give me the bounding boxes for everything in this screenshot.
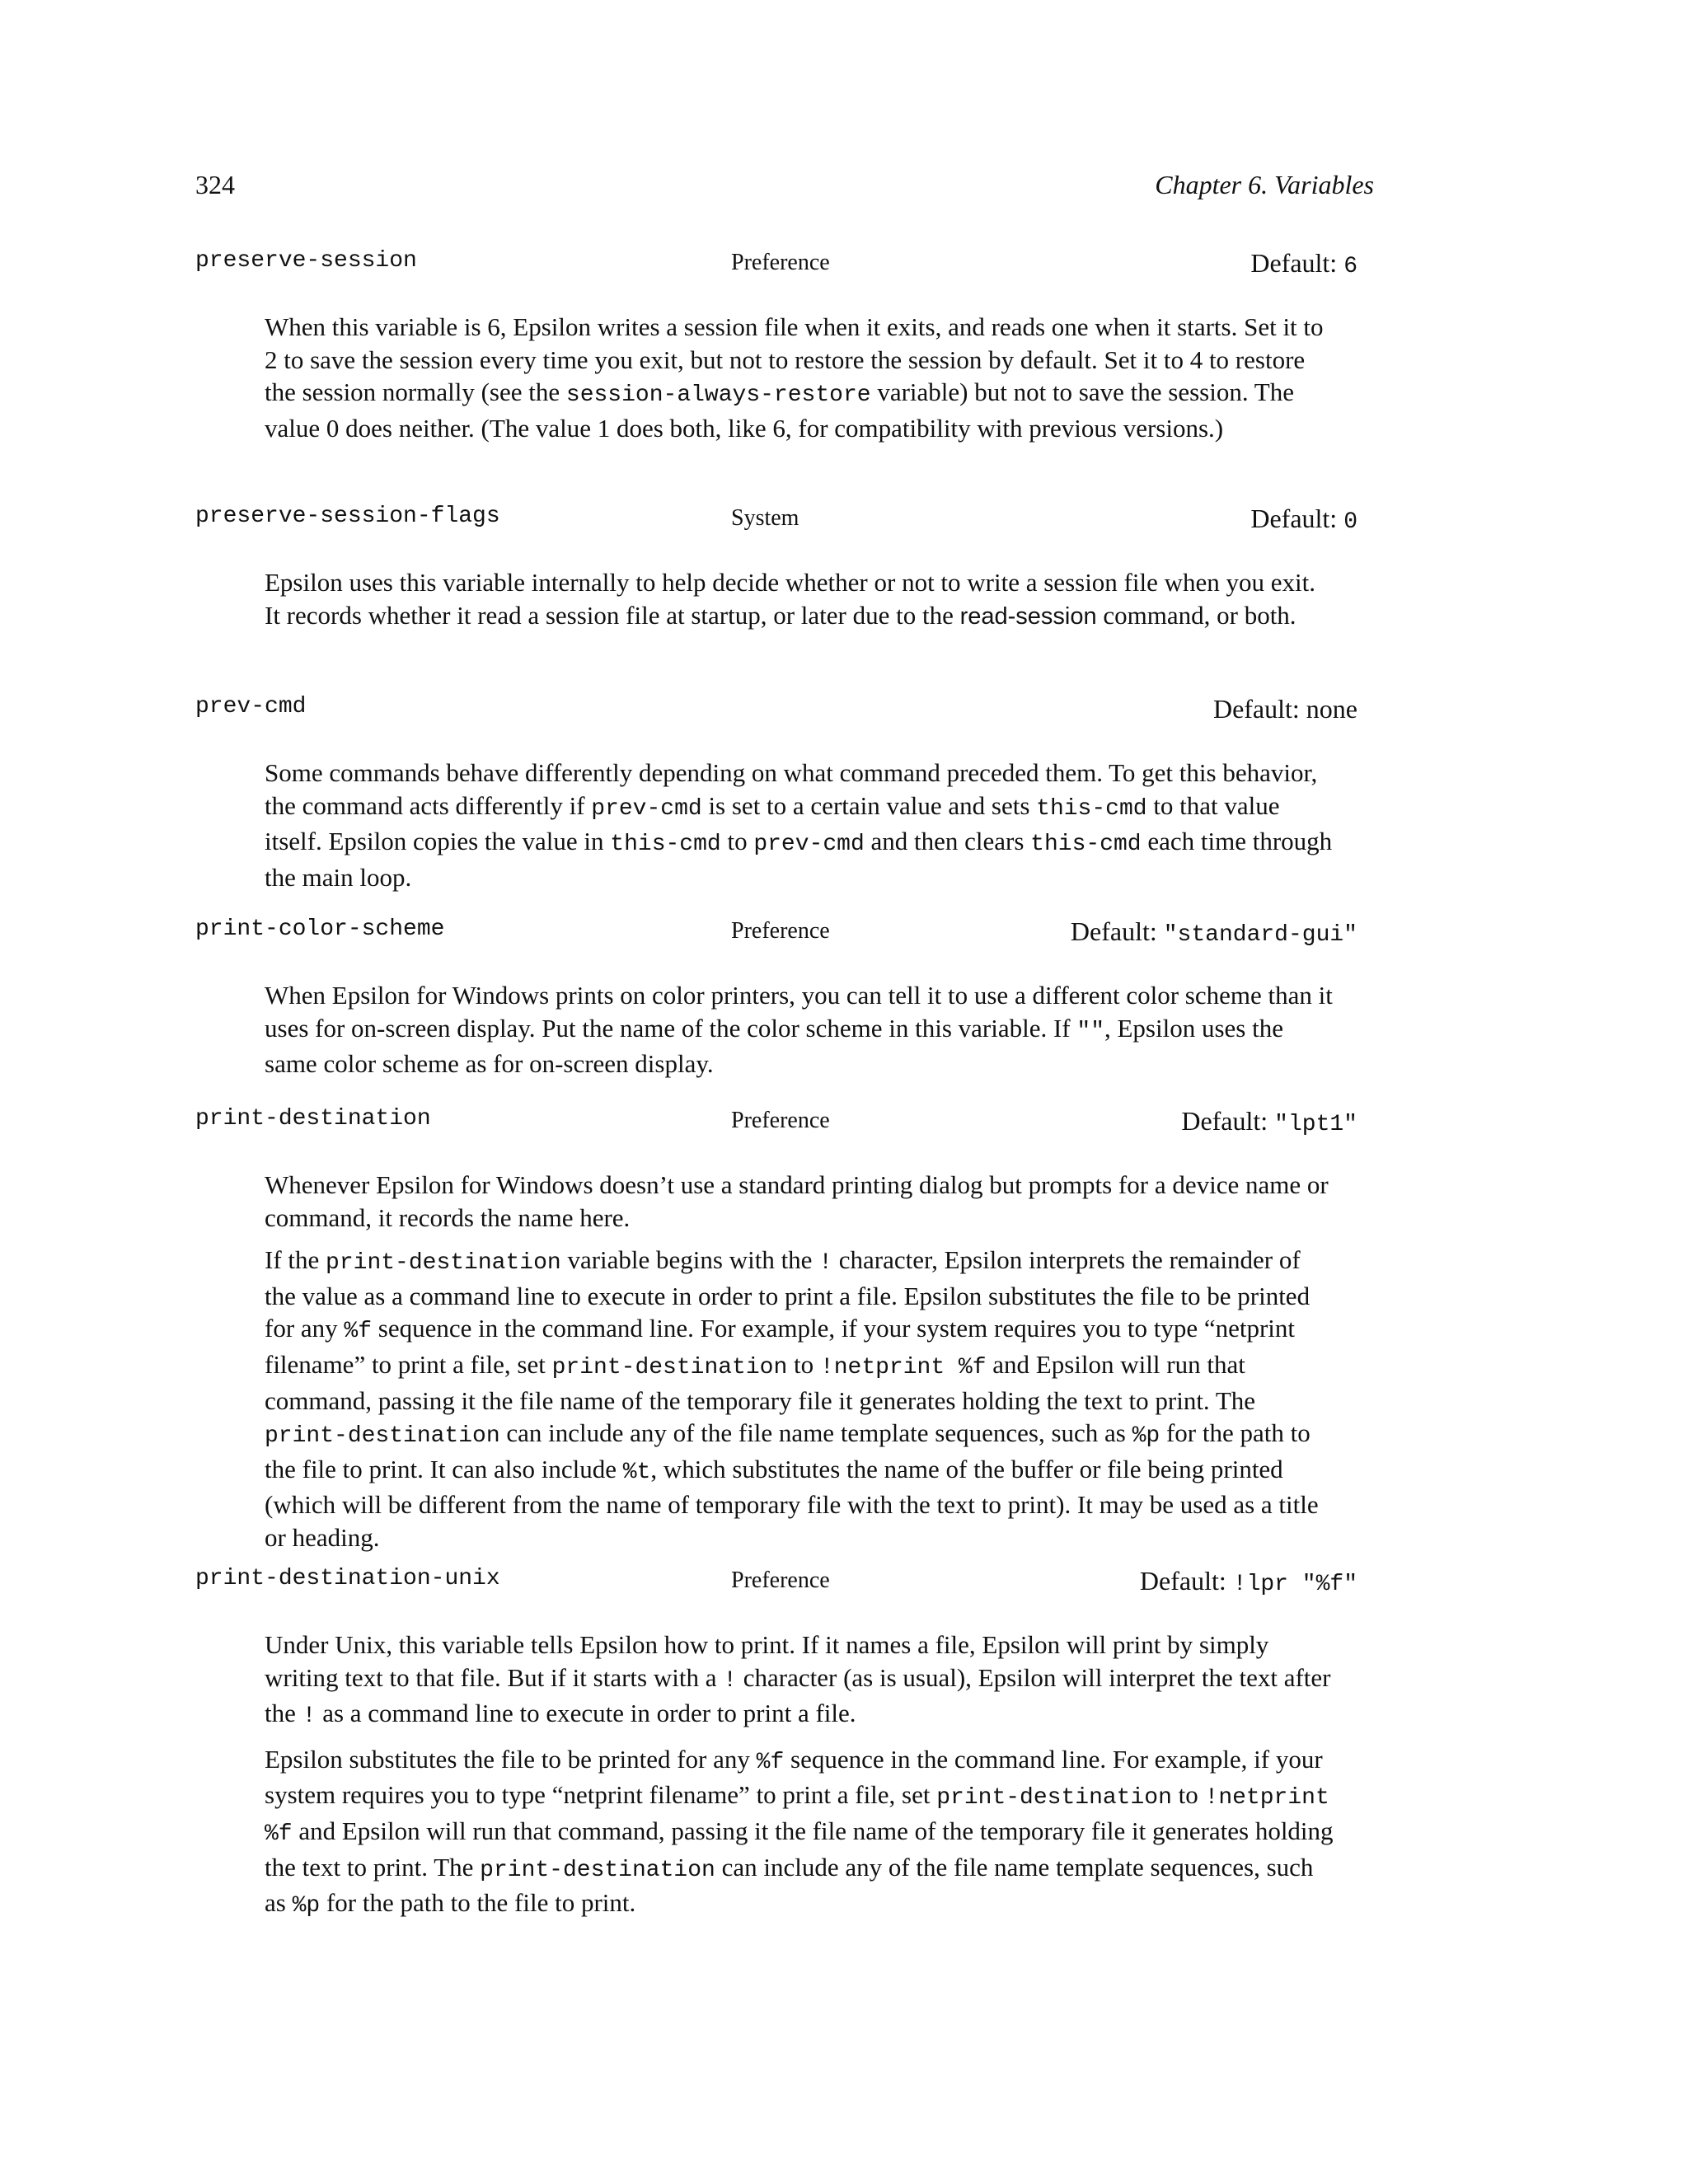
variable-name: preserve-session — [195, 248, 417, 274]
variable-name: prev-cmd — [195, 694, 307, 719]
body-text: each time through the main loop. — [265, 827, 1333, 892]
default-label: Default: — [1070, 916, 1157, 946]
body-text: Whenever Epsilon for Windows doesn’t use a standard printing dialog but prompts for a device name or command, it records the name here. — [265, 1170, 1329, 1232]
code-text: this-cmd — [1030, 832, 1142, 858]
description-paragraph — [265, 1244, 1336, 1554]
default-label: Default: — [1181, 1106, 1268, 1136]
entry-description — [265, 1629, 1336, 1923]
body-text: sequence in the command line. For example, if your system requires you to type “netprint filename” to print a file, set — [265, 1314, 1296, 1379]
command-name: read-session — [959, 602, 1097, 630]
entry-description — [265, 1169, 1336, 1554]
code-text: %t — [622, 1459, 651, 1485]
entry-description — [265, 979, 1336, 1080]
code-text: !netprint %f — [265, 1785, 1329, 1847]
code-text: !netprint %f — [819, 1354, 987, 1380]
code-text: print-destination — [265, 1423, 500, 1450]
body-text: to that value itself. Epsilon copies the value in — [265, 790, 1280, 856]
body-text: and Epsilon will run that command, passing it the file name of the temporary file it generates holding the text to print. The — [265, 1816, 1334, 1882]
code-text: ! — [723, 1667, 738, 1694]
default-value: 0 — [1343, 509, 1357, 535]
body-text: can include any of the file name template sequences, such as — [265, 1852, 1314, 1918]
description-paragraph — [265, 1743, 1336, 1923]
variable-default — [1181, 1106, 1357, 1137]
body-text: Epsilon substitutes the file to be printed for any — [265, 1744, 757, 1774]
entry-description — [265, 566, 1336, 633]
variable-entry-print-destination — [195, 1106, 1374, 1564]
default-value: 6 — [1343, 254, 1357, 279]
entry-description — [265, 757, 1336, 893]
code-text: print-destination — [551, 1354, 788, 1380]
default-label: Default: — [1250, 504, 1338, 533]
body-text: , Epsilon uses the same color scheme as for on-screen display. — [265, 1013, 1283, 1079]
body-text: When Epsilon for Windows prints on color printers, you can tell it to use a different color scheme than it uses for on-screen display. Put the name of the color scheme in this variable. If — [265, 981, 1333, 1043]
default-label: Default: — [1250, 248, 1338, 278]
body-text: Some commands behave differently depending on what command preceded them. To get this behavior, the command acts differently if — [265, 758, 1318, 820]
code-text: this-cmd — [1036, 795, 1147, 822]
variable-entry-preserve-session — [195, 248, 1374, 454]
variable-type: Preference — [731, 1568, 830, 1593]
variable-name: print-color-scheme — [195, 916, 445, 942]
code-text: ! — [818, 1250, 832, 1277]
body-text: for the path to the file to print. It can also include — [265, 1418, 1311, 1483]
default-label: Default: none — [1212, 694, 1357, 724]
code-text: print-destination — [480, 1857, 715, 1883]
code-text: prev-cmd — [753, 832, 865, 858]
body-text: , which substitutes the name of the buffer or file being printed (which will be different from the name of temporary file with the text to print). It may be used as a title or heading. — [265, 1454, 1319, 1552]
body-text: Under Unix, this variable tells Epsilon how to print. If it names a file, Epsilon will print by simply writing text to that file. But if it starts with a — [265, 1630, 1269, 1692]
variable-default — [1213, 694, 1357, 724]
body-text: sequence in the command line. For example, if your system requires you to type “netprint filename” to print a file, set — [265, 1744, 1323, 1810]
description-paragraph — [265, 566, 1336, 633]
description-paragraph — [265, 757, 1336, 893]
entry-header — [195, 694, 1374, 732]
body-text: Epsilon uses this variable internally to help decide whether or not to write a session file when you exit. It records whether it read a session file at startup, or later due to the — [265, 568, 1315, 630]
variable-entry-prev-cmd — [195, 694, 1374, 903]
variable-entry-preserve-session-flags — [195, 504, 1374, 643]
code-text: print-destination — [326, 1250, 561, 1277]
code-text: prev-cmd — [591, 795, 702, 822]
body-text: to — [787, 1349, 820, 1379]
body-text: for the path to the file to print. — [320, 1888, 636, 1918]
entry-header — [195, 916, 1374, 954]
code-text: "" — [1076, 1018, 1104, 1044]
body-text: If the — [265, 1245, 326, 1275]
body-text: as a command line to execute in order to print a file. — [316, 1699, 856, 1728]
code-text: this-cmd — [610, 832, 721, 858]
body-text: variable begins with the — [560, 1245, 819, 1275]
body-text: to — [720, 827, 754, 856]
body-text: to — [1171, 1780, 1205, 1810]
code-text: %p — [292, 1893, 321, 1919]
body-text: variable) but not to save the session. The value 0 does neither. (The value 1 does both, like 6, for compatibility with previous versions.) — [265, 377, 1294, 443]
body-text: and Epsilon will run that command, passing it the file name of the temporary file it generates holding the text to print. The — [265, 1349, 1256, 1415]
body-text: command, or both. — [1096, 600, 1296, 630]
description-paragraph — [265, 311, 1336, 444]
code-text: %f — [344, 1319, 373, 1345]
variable-entry-print-destination-unix — [195, 1566, 1374, 1933]
variable-name: preserve-session-flags — [195, 504, 500, 529]
variable-default — [1071, 916, 1357, 948]
page-number: 324 — [195, 170, 235, 199]
body-text: is set to a certain value and sets — [701, 790, 1037, 820]
variable-default — [1250, 248, 1357, 279]
variable-name: print-destination — [195, 1106, 431, 1132]
body-text: character, Epsilon interprets the remainder of the value as a command line to execute in order to print a file. Epsilon substitutes the file to be printed for any — [265, 1245, 1311, 1343]
code-text: print-destination — [936, 1785, 1172, 1811]
body-text: and then clears — [864, 827, 1031, 856]
body-text: When this variable is 6, Epsilon writes a session file when it exits, and reads one when it starts. Set it to 2 to save the session every time you exit, but not to restore the session by default. Set it to 4 to restore the session normally (see the — [265, 312, 1324, 407]
body-text: can include any of the file name template sequences, such as — [499, 1418, 1132, 1448]
body-text: character (as is usual), Epsilon will interpret the text after the — [265, 1662, 1331, 1728]
code-text: session-always-restore — [565, 382, 871, 409]
entry-header — [195, 248, 1374, 286]
chapter-title: Chapter 6. Variables — [1155, 170, 1374, 199]
variable-name: print-destination-unix — [195, 1566, 500, 1591]
code-text: %p — [1132, 1423, 1160, 1450]
description-paragraph — [265, 979, 1336, 1080]
default-value: "lpt1" — [1274, 1112, 1357, 1137]
variable-type: System — [731, 505, 799, 531]
variable-default — [1250, 504, 1357, 535]
code-text: %f — [756, 1749, 785, 1775]
default-value: "standard-gui" — [1163, 922, 1357, 948]
entry-header — [195, 1106, 1374, 1144]
variable-type: Preference — [731, 250, 830, 275]
variable-type: Preference — [731, 918, 830, 944]
description-paragraph — [265, 1629, 1336, 1733]
entry-header — [195, 1566, 1374, 1604]
variable-entry-print-color-scheme — [195, 916, 1374, 1090]
entry-description — [265, 311, 1336, 444]
variable-type: Preference — [731, 1108, 830, 1133]
page-header — [195, 170, 1374, 211]
variable-default — [1140, 1566, 1357, 1597]
entry-header — [195, 504, 1374, 541]
description-paragraph — [265, 1169, 1336, 1234]
default-value: !lpr "%f" — [1232, 1572, 1357, 1597]
default-label: Default: — [1139, 1566, 1226, 1596]
code-text: ! — [302, 1704, 316, 1730]
